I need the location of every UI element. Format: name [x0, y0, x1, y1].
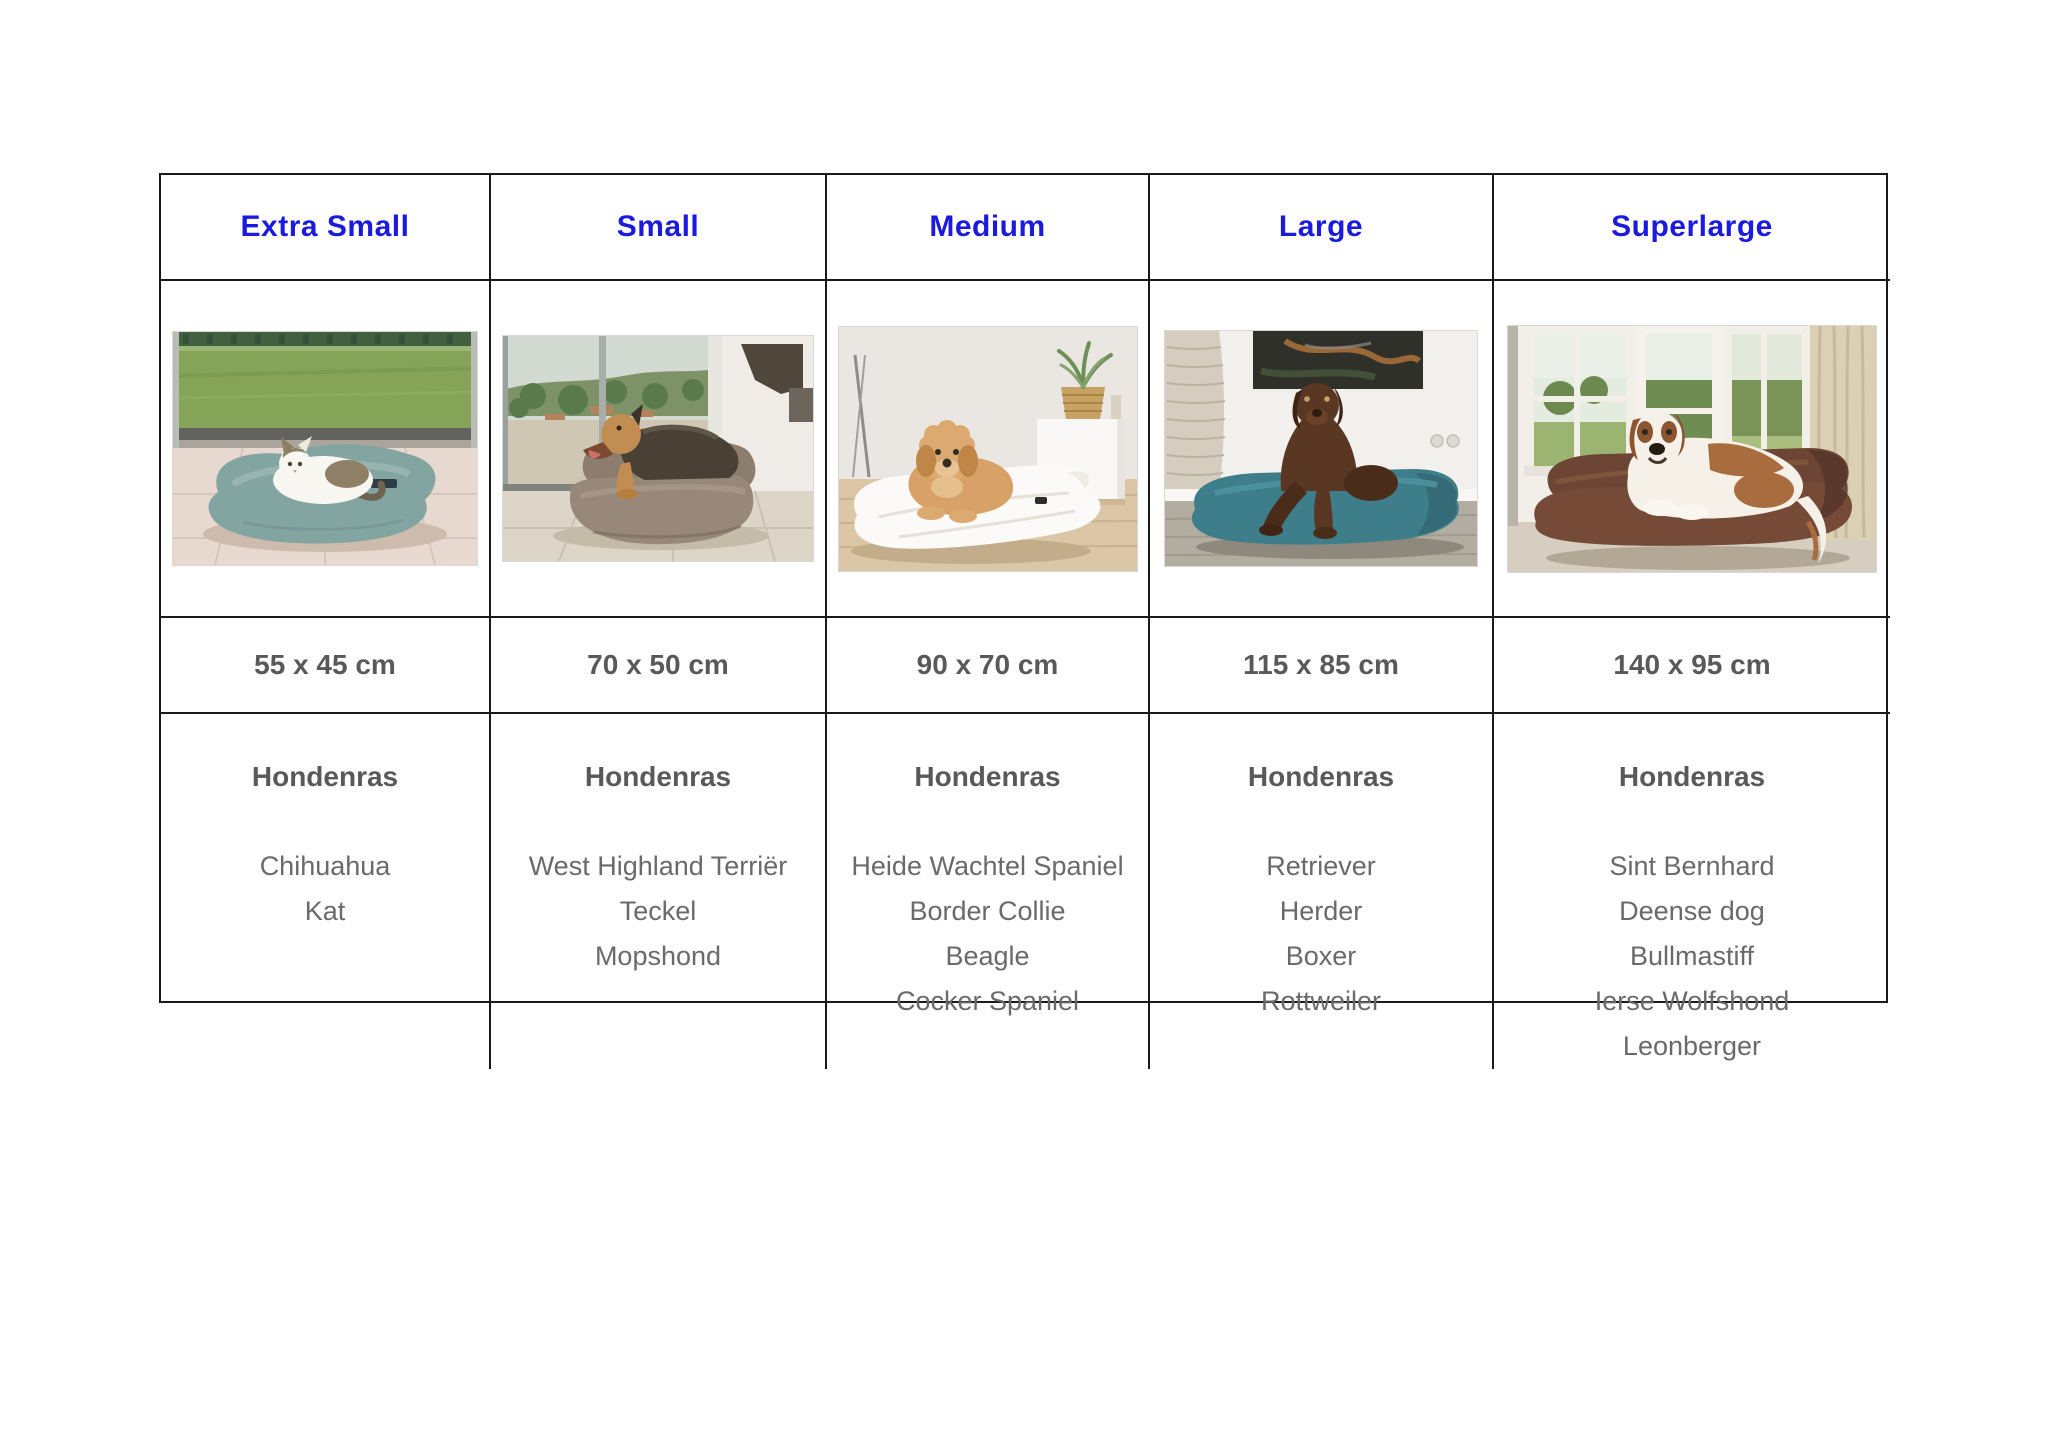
breeds-cell-medium — [827, 714, 1150, 1069]
breed-item: Sint Bernhard — [1609, 851, 1775, 881]
breeds-cell-superlarge — [1494, 714, 1890, 1069]
bed-dimensions: 115 x 85 cm — [1243, 649, 1399, 680]
breed-list — [529, 844, 788, 979]
bed-dimensions: 55 x 45 cm — [254, 649, 396, 680]
photo-cell-small — [491, 281, 827, 618]
breed-item: Deense dog — [1619, 896, 1765, 926]
size-cell-small — [491, 618, 827, 714]
size-cell-medium — [827, 618, 1150, 714]
breed-item: Heide Wachtel Spaniel — [851, 851, 1124, 881]
breed-item: Retriever — [1266, 851, 1376, 881]
breed-list-title: Hondenras — [914, 761, 1061, 792]
breed-list-title: Hondenras — [1247, 761, 1395, 792]
breed-list — [1261, 844, 1381, 1024]
photo-cat-on-teal-bed — [172, 331, 478, 566]
breed-item: Teckel — [619, 896, 697, 926]
photo-cell-large — [1150, 281, 1494, 618]
photo-doodle-on-white-bed — [838, 326, 1138, 572]
header-cell-small — [491, 175, 827, 281]
header-cell-medium — [827, 175, 1150, 281]
breed-item: Chihuahua — [259, 851, 391, 881]
breed-item: Kat — [304, 896, 346, 926]
size-cell-superlarge — [1494, 618, 1890, 714]
photo-saint-bernard-on-brown-bed — [1507, 325, 1877, 573]
photo-cell-medium — [827, 281, 1150, 618]
size-cell-extra-small — [161, 618, 491, 714]
breed-item: Mopshond — [594, 941, 722, 971]
photo-labrador-on-blue-bed — [1164, 330, 1478, 567]
breed-list-title: Hondenras — [251, 761, 399, 792]
breeds-cell-large — [1150, 714, 1494, 1069]
photo-terrier-on-taupe-bed — [502, 335, 814, 562]
column-title: Superlarge — [1611, 210, 1773, 243]
breed-item: Bullmastiff — [1629, 941, 1755, 971]
photo-cell-extra-small — [161, 281, 491, 618]
breed-list — [851, 844, 1123, 1024]
breed-item: West Highland Terriër — [528, 851, 788, 881]
header-cell-extra-small — [161, 175, 491, 281]
breed-item: Cocker Spaniel — [895, 986, 1080, 1016]
breed-list — [1595, 844, 1790, 1069]
breed-list-title: Hondenras — [584, 761, 732, 792]
breeds-cell-small — [491, 714, 827, 1069]
photo-cell-superlarge — [1494, 281, 1890, 618]
column-title: Small — [616, 210, 700, 243]
column-title: Large — [1278, 210, 1364, 243]
size-cell-large — [1150, 618, 1494, 714]
breed-item: Rottweiler — [1260, 986, 1382, 1016]
bed-dimensions: 70 x 50 cm — [587, 649, 729, 680]
column-title: Medium — [929, 210, 1046, 243]
breed-item: Boxer — [1285, 941, 1357, 971]
breed-list-title: Hondenras — [1618, 761, 1766, 792]
breed-list — [260, 844, 391, 934]
breed-item: Leonberger — [1622, 1031, 1762, 1061]
breed-item: Herder — [1279, 896, 1363, 926]
bed-dimensions: 140 x 95 cm — [1613, 649, 1771, 680]
breed-item: Beagle — [945, 941, 1030, 971]
breeds-cell-extra-small — [161, 714, 491, 1069]
header-cell-large — [1150, 175, 1494, 281]
breed-item: Ierse Wolfshond — [1594, 986, 1790, 1016]
header-cell-superlarge — [1494, 175, 1890, 281]
dog-bed-size-table — [159, 173, 1888, 1061]
breed-item: Border Collie — [909, 896, 1066, 926]
column-title: Extra Small — [240, 210, 410, 243]
bed-dimensions: 90 x 70 cm — [916, 649, 1059, 680]
